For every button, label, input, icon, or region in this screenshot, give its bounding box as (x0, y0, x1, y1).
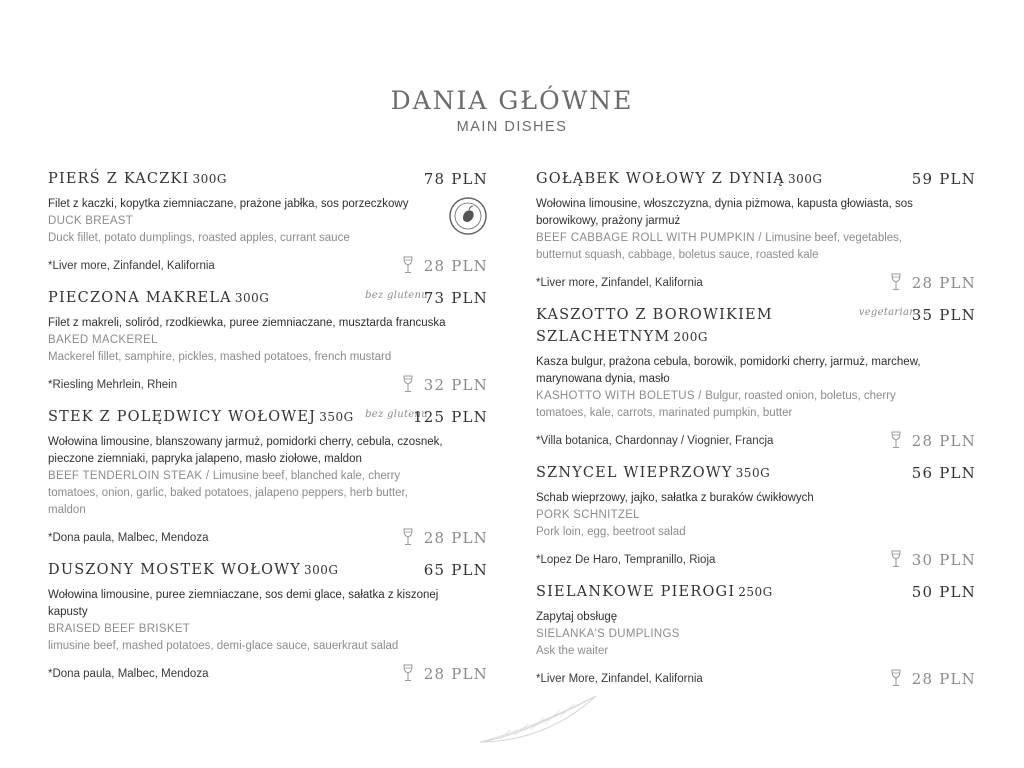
dish-weight: 350G (735, 466, 771, 480)
dish-header (48, 168, 488, 190)
dish-english (48, 468, 488, 519)
dish-header (536, 581, 976, 603)
dish-name-text: STEK Z POLĘDWICY WOŁOWEJ (48, 409, 317, 425)
wine-name: *Liver more, Zinfandel, Kalifornia (48, 260, 215, 272)
wine-name: *Dona paula, Malbec, Mendoza (48, 668, 209, 680)
dish-english (536, 388, 976, 422)
wine-price: 28 PLN (911, 432, 976, 450)
dish-price: 35 PLN (911, 306, 976, 324)
dish-english-name: KASHOTTO WITH BOLETUS / (536, 390, 706, 402)
dish-price: 56 PLN (911, 464, 976, 482)
dish-name-text: SZNYCEL WIEPRZOWY (536, 465, 733, 481)
dish-english-name: DUCK BREAST (48, 215, 134, 227)
wine-price: 28 PLN (423, 257, 488, 275)
dish-item (536, 462, 976, 571)
dish-header (536, 304, 976, 348)
dish-header (48, 287, 488, 309)
page-subtitle: MAIN DISHES (456, 119, 568, 135)
dish-description: Wołowina limousine, blanszowany jarmuż, pomidorki cherry, cebula, czosnek, pieczone ziemniaki, papryka jalapeno, masło ziołowe, maldon (48, 436, 443, 465)
wine-glass-icon (402, 664, 414, 682)
dish-english-description: Limusine beef, vegetables, butternut squash, cabbage, boletus sauce, roasted kale (536, 232, 903, 261)
wine-glass-icon (890, 431, 902, 449)
dish-weight: 350G (319, 410, 354, 424)
wine-pairing (536, 549, 976, 571)
dish-header (48, 406, 488, 428)
dish-english-name: BEEF TENDERLOIN STEAK / (48, 470, 213, 482)
dish-english-name: SIELANKA'S DUMPLINGS (536, 628, 680, 640)
dish-english-name: PORK SCHNITZEL (536, 509, 640, 521)
dish-english (536, 230, 976, 264)
wine-glass-icon (890, 550, 902, 568)
dish-name-text: KASZOTTO Z BOROWIKIEM SZLACHETNYM (536, 307, 773, 345)
wine-name: *Villa botanica, Chardonnay / Viognier, Francja (536, 435, 774, 447)
dish-english-description: Duck fillet, potato dumplings, roasted apples, currant sauce (48, 232, 350, 244)
dish-weight: 300G (192, 172, 227, 186)
dish-name (536, 168, 976, 190)
wine-price: 30 PLN (911, 551, 976, 569)
dish-english-name: BEEF CABBAGE ROLL WITH PUMPKIN / (536, 232, 766, 244)
wine-pairing (48, 374, 488, 396)
wine-price: 28 PLN (911, 670, 976, 688)
dish-english-description: Limusine beef, blanched kale, cherry tomatoes, onion, garlic, baked potatoes, jalapeno peppers, herb butter, maldon (48, 470, 408, 516)
dish-english (48, 213, 488, 230)
dish-price: 59 PLN (911, 170, 976, 188)
wine-pairing (536, 668, 976, 690)
dish-english-name: BRAISED BEEF BRISKET (48, 623, 191, 635)
dish-description: Wołowina limousine, puree ziemniaczane, sos demi glace, sałatka z kiszonej kapusty (48, 589, 439, 618)
left-column (48, 168, 488, 695)
right-column (536, 168, 976, 700)
dish-diet-tag: bez glutenu (365, 290, 428, 301)
dish-diet-tag: vegetarian (858, 307, 916, 318)
dish-weight: 300G (787, 172, 823, 186)
wine-price: 28 PLN (423, 665, 488, 683)
dish-english-name: BAKED MACKEREL (48, 334, 158, 346)
dish-item (48, 287, 488, 396)
dish-weight: 300G (234, 291, 270, 305)
dish-english (536, 626, 976, 643)
dish-weight: 250G (738, 585, 773, 599)
dish-price: 65 PLN (423, 561, 488, 579)
wine-pairing (48, 255, 488, 277)
dish-name (536, 581, 976, 603)
dish-english-description: Ask the waiter (536, 645, 609, 657)
wine-pairing (536, 272, 976, 294)
dish-name (48, 168, 488, 190)
dish-header (536, 462, 976, 484)
wine-name: *Riesling Mehrlein, Rhein (48, 379, 178, 391)
dish-item (48, 168, 488, 277)
wine-name: *Lopez De Haro, Tempranillo, Rioja (536, 554, 716, 566)
dish-description: Filet z kaczki, kopytka ziemniaczane, prażone jabłka, sos porzeczkowy (48, 198, 409, 210)
wine-price: 28 PLN (423, 529, 488, 547)
page-title: DANIA GŁÓWNE (390, 86, 634, 115)
dish-header (536, 168, 976, 190)
wine-name: *Liver More, Zinfandel, Kalifornia (536, 673, 703, 685)
dish-header (48, 559, 488, 581)
dish-description: Zapytaj obsługę (536, 611, 618, 623)
wine-price: 32 PLN (423, 376, 488, 394)
dish-name-text: PIERŚ Z KACZKI (48, 171, 190, 187)
dish-description: Filet z makreli, soliród, rzodkiewka, puree ziemniaczane, musztarda francuska (48, 317, 446, 329)
dish-english (536, 507, 976, 524)
dish-name-text: SIELANKOWE PIEROGI (536, 584, 736, 600)
dish-item (536, 168, 976, 294)
wine-glass-icon (402, 528, 414, 546)
dish-english (48, 332, 488, 349)
dish-price: 78 PLN (423, 170, 488, 188)
menu-header (0, 86, 1024, 136)
dish-name (536, 462, 976, 484)
wine-glass-icon (890, 669, 902, 687)
wine-glass-icon (890, 273, 902, 291)
certification-badge-icon (448, 196, 488, 236)
wine-name: *Dona paula, Malbec, Mendoza (48, 532, 209, 544)
wine-glass-icon (402, 256, 414, 274)
dish-english-description: Pork loin, egg, beetroot salad (536, 526, 686, 538)
dish-english (48, 621, 488, 638)
wine-name: *Liver more, Zinfandel, Kalifornia (536, 277, 703, 289)
dish-item (536, 304, 976, 452)
dish-description: Schab wieprzowy, jajko, sałatka z buraków ćwikłowych (536, 492, 814, 504)
dish-english-description: Bulgur, roasted onion, boletus, cherry tomatoes, kale, carrots, marinated pumpkin, butter (536, 390, 896, 419)
leaf-icon (470, 690, 606, 750)
dish-item (48, 559, 488, 685)
dish-diet-tag: bez glutenu (365, 409, 428, 420)
dish-description: Kasza bulgur, prażona cebula, borowik, pomidorki cherry, jarmuż, marchew, marynowana dynia, masło (536, 356, 921, 385)
dish-price: 125 PLN (413, 408, 488, 426)
dish-price: 73 PLN (423, 289, 488, 307)
dish-name (48, 559, 488, 581)
dish-name-text: DUSZONY MOSTEK WOŁOWY (48, 562, 302, 578)
wine-pairing (536, 430, 976, 452)
wine-pairing (48, 527, 488, 549)
dish-price: 50 PLN (911, 583, 976, 601)
wine-pairing (48, 663, 488, 685)
dish-description: Wołowina limousine, włoszczyzna, dynia piżmowa, kapusta głowiasta, sos borowikowy, prażony jarmuż (536, 198, 913, 227)
wine-price: 28 PLN (911, 274, 976, 292)
dish-item (536, 581, 976, 690)
dish-item (48, 406, 488, 549)
dish-name-text: PIECZONA MAKRELA (48, 290, 232, 306)
dish-weight: 300G (304, 563, 339, 577)
wine-glass-icon (402, 375, 414, 393)
dish-english-description: limusine beef, mashed potatoes, demi-glace sauce, sauerkraut salad (48, 640, 399, 652)
dish-name-text: GOŁĄBEK WOŁOWY Z DYNIĄ (536, 171, 785, 187)
dish-weight: 200G (673, 330, 708, 344)
dish-english-description: Mackerel fillet, samphire, pickles, mashed potatoes, french mustard (48, 351, 392, 363)
